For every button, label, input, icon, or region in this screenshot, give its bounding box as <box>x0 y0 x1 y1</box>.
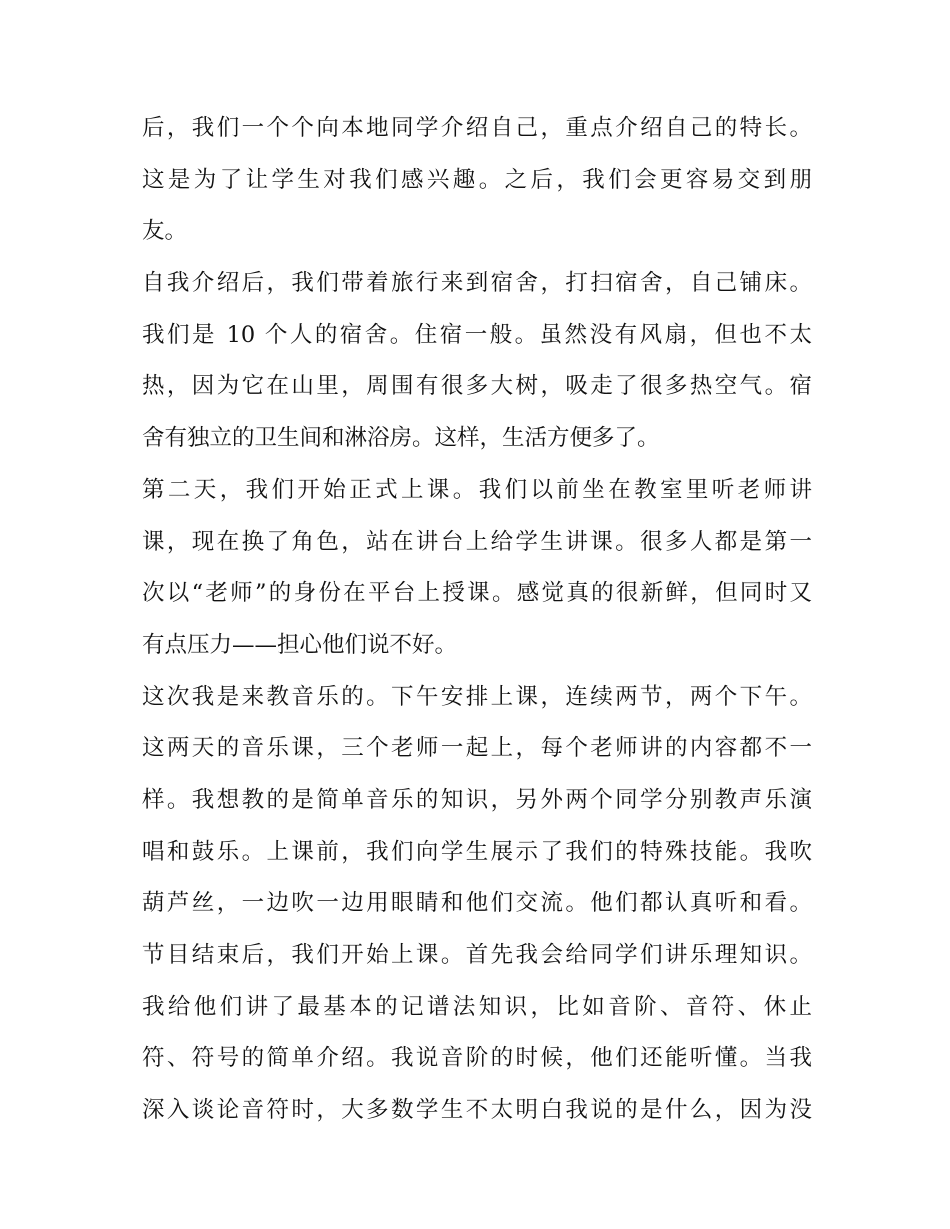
text-line: 有点压力——担心他们说不好。 <box>142 631 458 658</box>
text-line: 这两天的音乐课，三个老师一起上，每个老师讲的内容都不一 <box>142 735 812 762</box>
text-line: 舍有独立的卫生间和淋浴房。这样，生活方便多了。 <box>142 425 660 452</box>
text-line: 节目结束后，我们开始上课。首先我会给同学们讲乐理知识。 <box>142 942 812 968</box>
text-line: 样。我想教的是简单音乐的知识，另外两个同学分别教声乐演 <box>142 786 812 813</box>
text-line: 自我介绍后，我们带着旅行来到宿舍，打扫宿舍，自己铺床。 <box>142 270 812 297</box>
text-line: 这次我是来教音乐的。下午安排上课，连续两节，两个下午。 <box>142 683 812 710</box>
text-line: 友。 <box>142 218 188 245</box>
text-line: 这是为了让学生对我们感兴趣。之后，我们会更容易交到朋 <box>142 166 812 193</box>
text-line: 符、符号的简单介绍。我说音阶的时候，他们还能听懂。当我 <box>142 1045 812 1072</box>
text-line: 葫芦丝，一边吹一边用眼睛和他们交流。他们都认真听和看。 <box>142 890 812 917</box>
text-line: 唱和鼓乐。上课前，我们向学生展示了我们的特殊技能。我吹 <box>142 838 812 865</box>
text-line: 我们是 10 个人的宿舍。住宿一般。虽然没有风扇，但也不太 <box>142 321 812 348</box>
text-line: 第二天，我们开始正式上课。我们以前坐在教室里听老师讲 <box>142 476 812 503</box>
body-text <box>142 103 812 1137</box>
text-line: 深入谈论音符时，大多数学生不太明白我说的是什么，因为没 <box>142 1097 812 1124</box>
text-line: 我给他们讲了最基本的记谱法知识，比如音阶、音符、休止 <box>142 993 812 1020</box>
text-line: 后，我们一个个向本地同学介绍自己，重点介绍自己的特长。 <box>142 115 812 141</box>
text-line: 次以“老师”的身份在平台上授课。感觉真的很新鲜，但同时又 <box>142 580 812 607</box>
text-line: 热，因为它在山里，周围有很多大树，吸走了很多热空气。宿 <box>142 373 812 400</box>
text-line: 课，现在换了角色，站在讲台上给学生讲课。很多人都是第一 <box>142 528 812 555</box>
